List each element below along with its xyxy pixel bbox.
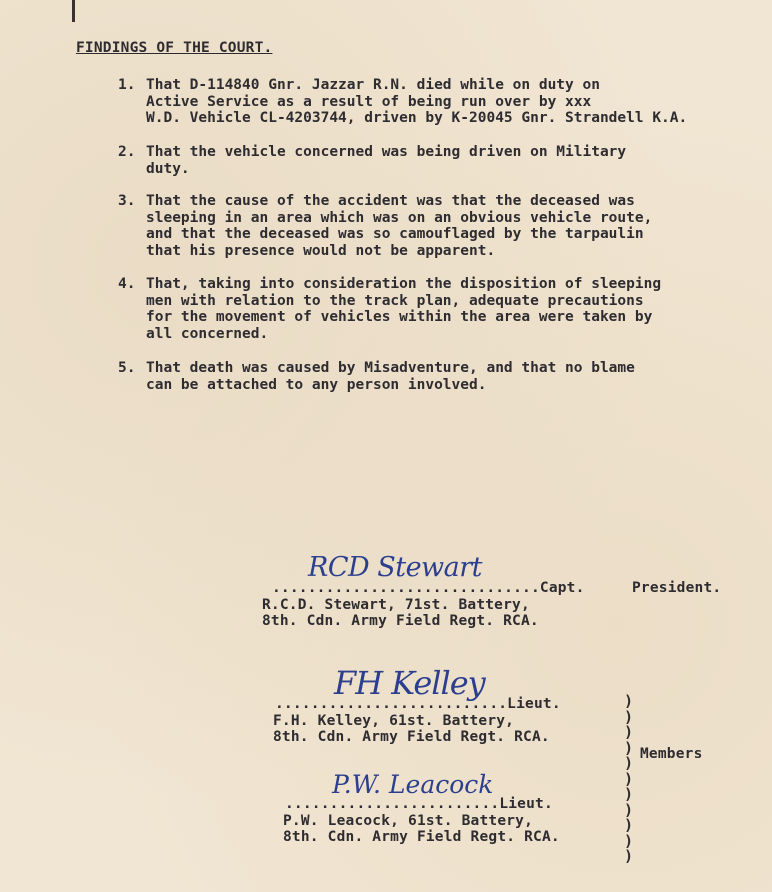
finding-line: for the movement of vehicles within the area were taken by <box>146 309 653 326</box>
finding-line: sleeping in an area which was on an obvious vehicle route, <box>146 209 653 226</box>
president-dots-line: ..............................Capt. <box>272 580 585 596</box>
finding-4-number: 4. <box>118 276 136 292</box>
finding-line: That the cause of the accident was that the deceased was <box>146 193 635 209</box>
finding-line: men with relation to the track plan, adequate precautions <box>146 292 644 309</box>
finding-5-number: 5. <box>118 360 136 376</box>
finding-3-number: 3. <box>118 193 136 209</box>
member2-name: P.W. Leacock, 61st. Battery, <box>283 813 534 829</box>
members-label: Members <box>640 746 703 762</box>
finding-3-text <box>146 193 652 260</box>
finding-line: That death was caused by Misadventure, and that no blame <box>146 360 635 376</box>
findings-heading: FINDINGS OF THE COURT. <box>76 40 273 56</box>
finding-line: duty. <box>146 160 190 177</box>
finding-line: all concerned. <box>146 326 269 343</box>
member1-name: F.H. Kelley, 61st. Battery, <box>273 713 515 729</box>
finding-line: that his presence would not be apparent. <box>146 243 496 260</box>
finding-line: That the vehicle concerned was being driven on Military <box>146 144 627 160</box>
president-unit: 8th. Cdn. Army Field Regt. RCA. <box>262 613 539 629</box>
member2-unit: 8th. Cdn. Army Field Regt. RCA. <box>283 829 560 845</box>
finding-1-number: 1. <box>118 77 136 93</box>
margin-mark <box>72 0 75 22</box>
finding-line: That, taking into consideration the disposition of sleeping <box>146 276 662 292</box>
finding-line: and that the deceased was so camouflaged by the tarpaulin <box>146 226 644 243</box>
finding-4-text <box>146 276 661 343</box>
finding-line: Active Service as a result of being run over by xxx <box>146 93 592 110</box>
president-name: R.C.D. Stewart, 71st. Battery, <box>262 597 530 613</box>
finding-line: can be attached to any person involved. <box>146 376 487 393</box>
member1-dots-line: ..........................Lieut. <box>275 696 561 712</box>
president-role: President. <box>632 580 722 596</box>
finding-5-text <box>146 360 635 393</box>
member2-signature: P.W. Leacock <box>332 770 494 799</box>
members-brace: ) ) ) ) ) ) ) ) ) ) ) <box>624 692 634 865</box>
finding-2-text <box>146 144 626 177</box>
finding-line: W.D. Vehicle CL-4203744, driven by K-20045 Gnr. Strandell K.A. <box>146 110 688 127</box>
finding-2-number: 2. <box>118 144 136 160</box>
finding-1-text <box>146 77 687 127</box>
president-signature: RCD Stewart <box>308 552 483 583</box>
member1-unit: 8th. Cdn. Army Field Regt. RCA. <box>273 729 550 745</box>
member1-signature: FH Kelley <box>334 664 485 702</box>
finding-line: That D-114840 Gnr. Jazzar R.N. died while on duty on <box>146 77 600 93</box>
member2-dots-line: ........................Lieut. <box>285 796 553 812</box>
